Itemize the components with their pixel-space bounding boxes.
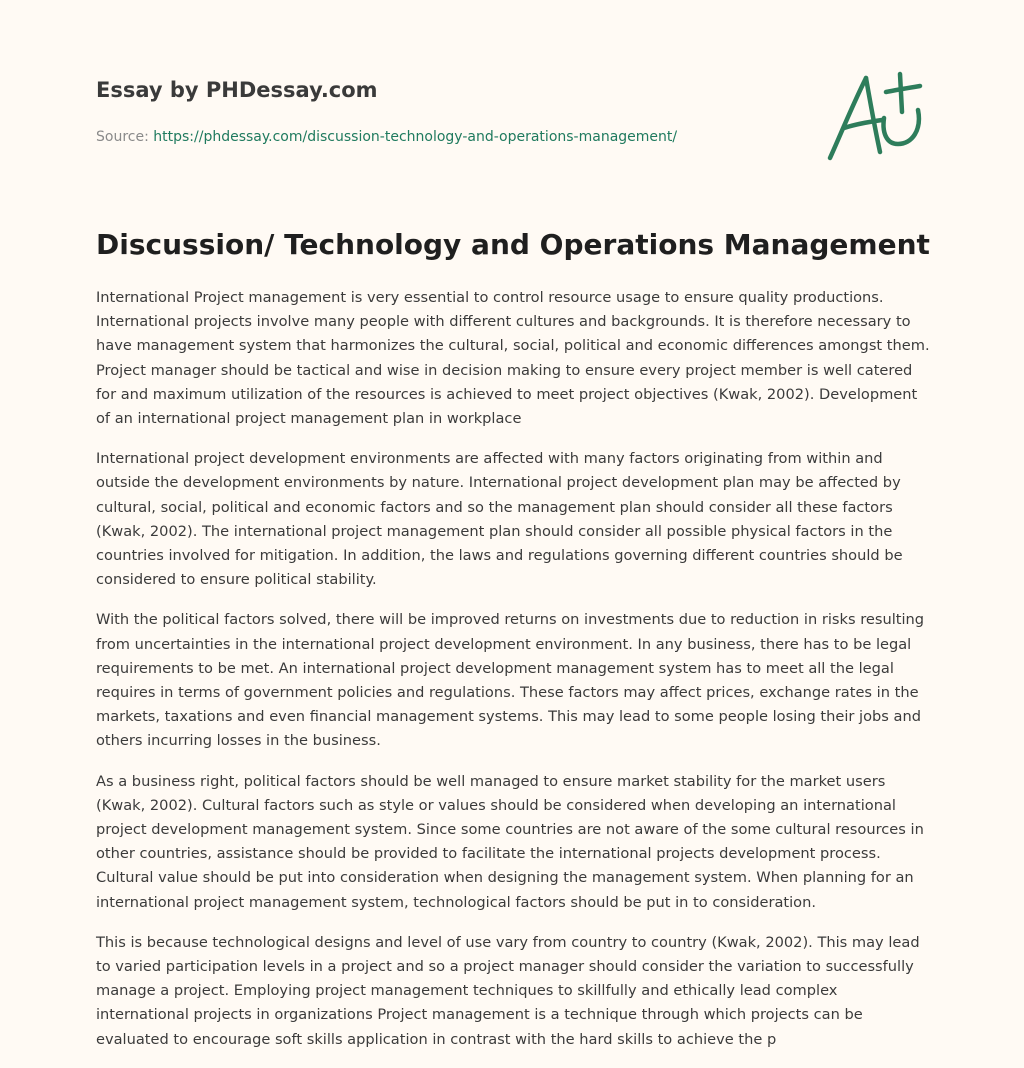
source-link[interactable]: https://phdessay.com/discussion-technology-and-operations-management/	[153, 129, 678, 145]
paragraph: As a business right, political factors should be well managed to ensure market stability for the market users (Kwak, 2002). Cultural factors such as style or values should be considered when developing an international project development management system. Since some countries are not aware of the some cultural resources in other countries, assistance should be provided to facilitate the international projects development process. Cultural value should be put into consideration when designing the management system. When planning for an international project management system, technological factors should be put in to consideration.	[96, 772, 924, 911]
brand-title: Essay by PHDessay.com	[96, 78, 378, 102]
paragraph: International Project management is very essential to control resource usage to ensure quality productions. International projects involve many people with different cultures and backgrounds. It is therefore necessary to have management system that harmonizes the cultural, social, political and economic differences amongst them. Project manager should be tactical and wise in decision making to ensure every project member is well catered for and maximum utilization of the resources is achieved to meet project objectives (Kwak, 2002). Development of an international project management plan in workplace	[96, 289, 930, 428]
paragraph: This is because technological designs and level of use vary from country to country (Kwak, 2002). This may lead to varied participation levels in a project and so a project manager should consider the variation to successfully manage a project. Employing project management techniques to skillfully and ethically lead complex international projects in organizations Project management is a technique through which projects can be evaluated to encourage soft skills application in contrast with the hard skills to achieve the p	[96, 933, 920, 1048]
source-line	[96, 128, 796, 146]
a-plus-logo-icon	[822, 66, 930, 166]
paragraph: International project development environments are affected with many factors originating from within and outside the development environments by nature. International project development plan may be affected by cultural, social, political and economic factors and so the management plan should consider all these factors (Kwak, 2002). The international project management plan should consider all possible physical factors in the countries involved for mitigation. In addition, the laws and regulations governing different countries should be considered to ensure political stability.	[96, 450, 903, 589]
article-title: Discussion/ Technology and Operations Management	[96, 228, 930, 261]
article-body	[96, 286, 934, 1068]
source-label: Source:	[96, 129, 154, 145]
header	[96, 76, 796, 146]
paragraph: With the political factors solved, there will be improved returns on investments due to reduction in risks resulting from uncertainties in the international project development environment. In any business, there has to be legal requirements to be met. An international project development management system has to meet all the legal requires in terms of government policies and regulations. These factors may affect prices, exchange rates in the markets, taxations and even financial management systems. This may lead to some people losing their jobs and others incurring losses in the business.	[96, 611, 925, 750]
